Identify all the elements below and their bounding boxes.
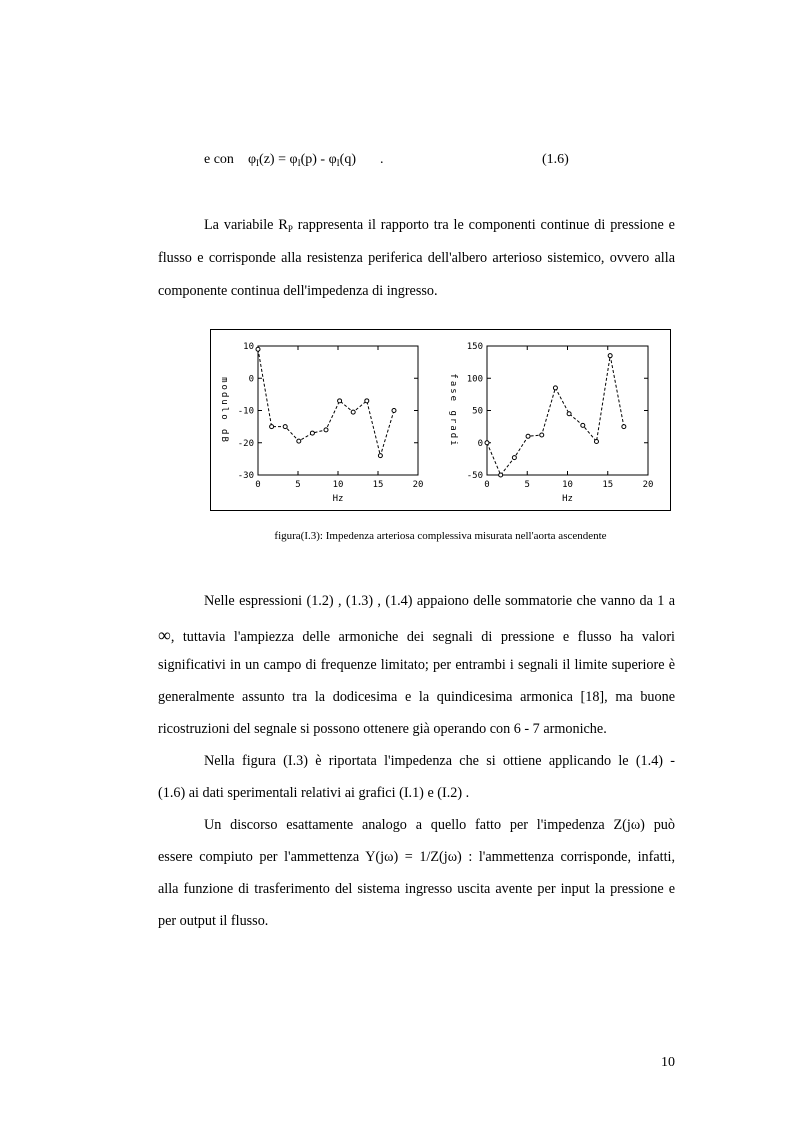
para4-line2: essere compiuto per l'ammettenza Y(jω) = 1/Z(jω) : l'ammettenza corrisponde, infatti, <box>158 849 675 865</box>
chart1-x-tick-label: 20 <box>412 480 424 490</box>
para3-line1: Nella figura (I.3) è riportata l'impedenza che si ottiene applicando le (1.4) - <box>204 753 675 769</box>
equation-term: (q) <box>339 152 356 167</box>
chart2-series-line <box>487 356 624 475</box>
para4-line1: Un discorso esattamente analogo a quello fatto per l'impedenza Z(jω) può <box>204 817 675 833</box>
chart1-data-point <box>365 399 369 403</box>
chart2-data-point <box>512 456 516 460</box>
para2-line5: ricostruzioni del segnale si possono ottenere già operando con 6 - 7 armoniche. <box>158 721 607 737</box>
chart1-data-point <box>297 439 301 443</box>
chart1-data-point <box>351 410 355 414</box>
chart2-data-point <box>553 386 557 390</box>
impedance-charts <box>211 330 670 510</box>
figure-caption: figura(I.3): Impedenza arteriosa complessiva misurata nell'aorta ascendente <box>274 530 607 542</box>
chart1-data-point <box>392 409 396 413</box>
page-number: 10 <box>661 1055 675 1070</box>
chart1-x-tick-label: 15 <box>372 480 384 490</box>
text: , tuttavia l'ampiezza delle armoniche dei segnali di pressione e flusso ha valori <box>170 629 675 645</box>
chart1-data-point <box>270 425 274 429</box>
chart1-x-tick-label: 0 <box>255 480 261 490</box>
chart1-y-tick-label: 10 <box>243 342 254 352</box>
chart2-y-axis-label: fase gradi <box>448 373 458 448</box>
chart2-data-point <box>594 439 598 443</box>
subscript: I <box>256 158 260 168</box>
chart2-data-point <box>608 354 612 358</box>
chart1-data-point <box>378 454 382 458</box>
chart2-y-tick-label: 150 <box>466 342 483 352</box>
chart1-data-point <box>324 428 328 432</box>
equation-number: (1.6) <box>542 152 569 167</box>
chart1-data-point <box>283 425 287 429</box>
subscript: I <box>336 158 340 168</box>
chart1-series-line <box>258 349 394 456</box>
text: La variabile R <box>204 217 288 233</box>
para1-line1 <box>204 217 675 234</box>
equation-prefix: e con <box>204 152 234 167</box>
para1-line3: componente continua dell'impedenza di ingresso. <box>158 283 438 299</box>
chart2-data-point <box>622 425 626 429</box>
chart2-data-point <box>526 434 530 438</box>
para1-line2: flusso e corrisponde alla resistenza periferica dell'albero arterioso sistemico, ovvero alla <box>158 250 675 266</box>
para4-line3: alla funzione di trasferimento del sistema ingresso uscita avente per input la pressione e <box>158 881 675 897</box>
chart2-y-tick-label: -50 <box>466 471 483 481</box>
figure-box <box>210 329 671 511</box>
text: rappresenta il rapporto tra le componenti continue di pressione e <box>292 217 675 233</box>
chart1-data-point <box>256 347 260 351</box>
chart1-x-tick-label: 10 <box>332 480 344 490</box>
chart2-data-point <box>581 423 585 427</box>
phi-symbol: φ <box>247 152 257 167</box>
phi-symbol: φ <box>328 152 337 167</box>
infinity-symbol: ∞ <box>158 625 171 645</box>
para2-line4: generalmente assunto tra la dodicesima e la quindicesima armonica [18], ma buone <box>158 689 675 705</box>
subscript: I <box>297 158 301 168</box>
para4-line4: per output il flusso. <box>158 913 269 929</box>
chart2-data-point <box>499 473 503 477</box>
chart2-x-tick-label: 15 <box>602 480 614 490</box>
chart2-data-point <box>485 441 489 445</box>
chart1-x-axis-label: Hz <box>332 494 344 504</box>
chart2-x-tick-label: 5 <box>524 480 530 490</box>
chart1-y-tick-label: -30 <box>237 471 254 481</box>
chart1-data-point <box>338 399 342 403</box>
subscript: P <box>287 224 293 234</box>
equation-term: (p) - <box>300 152 326 167</box>
chart1-data-point <box>310 431 314 435</box>
equation-dot: . <box>380 152 384 167</box>
phi-symbol: φ <box>289 152 298 167</box>
chart2-y-tick-label: 100 <box>466 374 483 385</box>
chart2-x-axis-label: Hz <box>562 494 573 504</box>
chart2-x-tick-label: 0 <box>484 480 490 490</box>
para3-line2: (1.6) ai dati sperimentali relativi ai grafici (I.1) e (I.2) . <box>158 785 470 801</box>
chart2-y-tick-label: 0 <box>477 438 483 449</box>
chart2-data-point <box>567 412 571 416</box>
equation-1-6 <box>204 152 584 168</box>
para2-line2 <box>158 625 675 646</box>
chart1-y-tick-label: -20 <box>237 438 254 449</box>
chart1-x-tick-label: 5 <box>295 480 301 490</box>
para2-line1: Nelle espressioni (1.2) , (1.3) , (1.4) appaiono delle sommatorie che vanno da 1 a <box>204 593 675 609</box>
chart1-y-tick-label: -10 <box>237 406 254 417</box>
chart1-y-axis-label: modulo dB <box>219 377 229 444</box>
chart2-y-tick-label: 50 <box>472 406 483 417</box>
chart1-y-tick-label: 0 <box>248 374 254 385</box>
equation-term: (z) = <box>259 152 286 167</box>
para2-line3: significativi in un campo di frequenze limitato; per entrambi i segnali il limite superiore è <box>158 657 675 673</box>
chart2-x-tick-label: 20 <box>642 480 654 490</box>
chart2-x-tick-label: 10 <box>562 480 573 490</box>
chart2-data-point <box>540 433 544 437</box>
